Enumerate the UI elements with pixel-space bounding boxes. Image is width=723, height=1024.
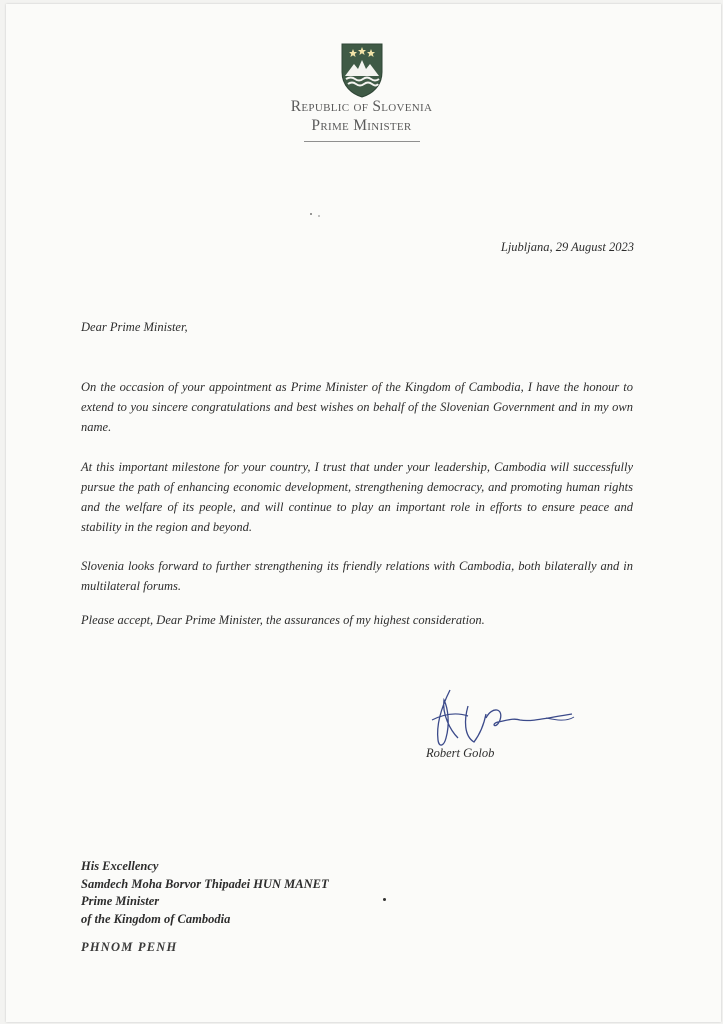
paragraph-3: Slovenia looks forward to further strengthening its friendly relations with Cambodia, both bilaterally and in multilateral forums.	[81, 559, 633, 593]
city-line: PHNOM PENH	[81, 940, 178, 954]
letter-date: Ljubljana, 29 August 2023	[500, 240, 634, 254]
addressee-line-2: Samdech Moha Borvor Thipadei HUN MANET	[81, 876, 329, 891]
letterhead-divider	[304, 141, 420, 142]
signer-name: Robert Golob	[426, 746, 495, 760]
paragraph-4: Please accept, Dear Prime Minister, the assurances of my highest consideration.	[81, 613, 485, 627]
addressee-line-1: His Excellency	[81, 859, 159, 873]
addressee-block	[81, 858, 329, 928]
ink-dot	[383, 898, 386, 901]
letterhead-republic: Republic of Slovenia	[290, 98, 433, 115]
paragraph-2: At this important milestone for your country, I trust that under your leadership, Cambodia will successfully pursue the path of enhancing economic development, strengthening democracy, and promoting human rights and the welfare of its people, and will continue to play an important role in efforts to ensure peace and stability in the region and beyond.	[81, 460, 633, 534]
addressee-line-4: of the Kingdom of Cambodia	[81, 911, 231, 926]
letterhead-prime-minister: Prime Minister	[311, 117, 412, 134]
addressee-line-3: Prime Minister	[81, 894, 160, 908]
paragraph-1: On the occasion of your appointment as Prime Minister of the Kingdom of Cambodia, I have the honour to extend to you sincere congratulations and best wishes on behalf of the Slovenian Government and in my own name.	[81, 380, 633, 434]
paper-specks	[308, 210, 328, 220]
salutation: Dear Prime Minister,	[81, 320, 188, 334]
coat-of-arms-icon	[339, 42, 385, 98]
